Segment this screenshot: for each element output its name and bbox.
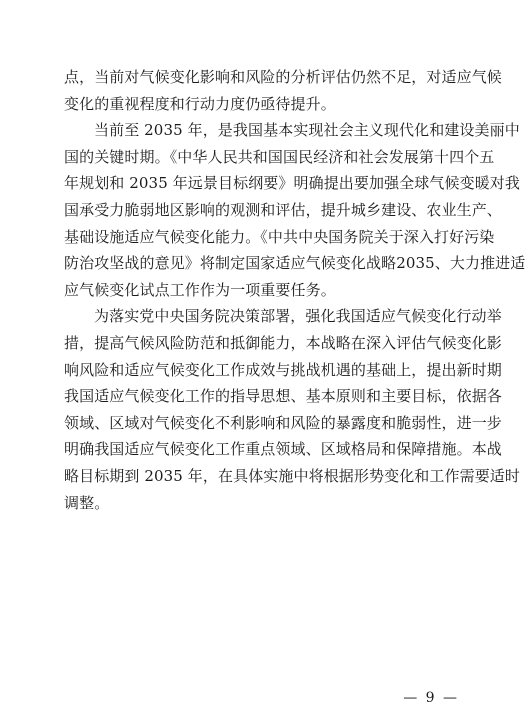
paragraph-line: 为落实党中央国务院决策部署，强化我国适应气候变化行动举 bbox=[94, 307, 502, 326]
page-number: — 9 — bbox=[403, 690, 459, 706]
paragraph-line: 点，当前对气候变化影响和风险的分析评估仍然不足，对适应气候 bbox=[64, 68, 502, 86]
paragraph-line: 措，提高气候风险防范和抵御能力，本战略在深入评估气候变化影 bbox=[64, 333, 502, 352]
paragraph-line: 年规划和 2035 年远景目标纲要》明确提出要加强全球气候变暖对我 bbox=[64, 174, 521, 193]
paragraph-line: 调整。 bbox=[64, 493, 110, 512]
paragraph-line: 变化的重视程度和行动力度仍亟待提升。 bbox=[64, 94, 336, 113]
paragraph-line: 国的关键时期。《中华人民共和国国民经济和社会发展第十四个五 bbox=[64, 147, 495, 166]
paragraph-3 bbox=[64, 303, 521, 516]
paragraph-line: 明确我国适应气候变化工作重点领域、区域格局和保障措施。本战 bbox=[64, 440, 502, 459]
paragraph-line: 当前至 2035 年，是我国基本实现社会主义现代化和建设美丽中 bbox=[94, 121, 520, 140]
paragraph-line: 我国适应气候变化工作的指导思想、基本原则和主要目标，依据各 bbox=[64, 387, 502, 406]
paragraph-line: 国承受力脆弱地区影响的观测和评估，提升城乡建设、农业生产、 bbox=[64, 200, 502, 219]
paragraph-line: 响风险和适应气候变化工作成效与挑战机遇的基础上，提出新时期 bbox=[64, 360, 502, 379]
paragraph-1 bbox=[64, 64, 502, 117]
paragraph-2 bbox=[64, 117, 526, 303]
document-body bbox=[64, 64, 526, 516]
paragraph-line: 略目标期到 2035 年，在具体实施中将根据形势变化和工作需要适时 bbox=[64, 466, 521, 485]
paragraph-line: 基础设施适应气候变化能力。《中共中央国务院关于深入打好污染 bbox=[64, 227, 495, 246]
paragraph-line: 防治攻坚战的意见》将制定国家适应气候变化战略2035、大力推进适 bbox=[64, 254, 526, 273]
paragraph-line: 领域、区域对气候变化不利影响和风险的暴露度和脆弱性，进一步 bbox=[64, 413, 502, 432]
paragraph-line: 应气候变化试点工作作为一项重要任务。 bbox=[64, 280, 336, 299]
